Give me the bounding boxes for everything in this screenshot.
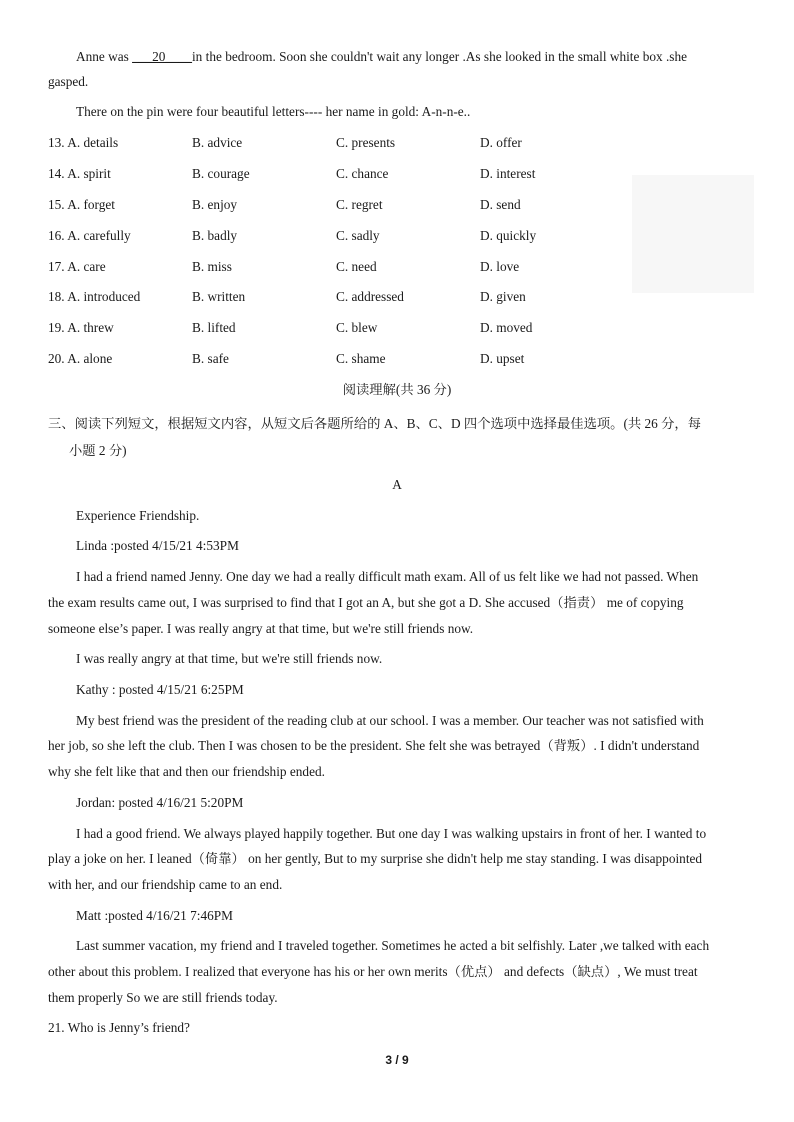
option-c: C. addressed — [336, 289, 404, 304]
post-text: the exam results came out, I was surprised to find that I got an A, but she got a D. She accused（指责） me of copying — [48, 595, 684, 610]
option-a: 17. A. care — [48, 259, 106, 274]
option-c: C. regret — [336, 197, 383, 212]
option-c: C. need — [336, 259, 377, 274]
option-a: 20. A. alone — [48, 351, 113, 366]
passage-line: There on the pin were four beautiful letters---- her name in gold: A-n-n-e.. — [76, 104, 471, 119]
post-text: why she felt like that and then our friendship ended. — [48, 764, 325, 779]
option-b: B. written — [192, 289, 246, 304]
option-d: D. given — [480, 289, 526, 304]
option-b: B. badly — [192, 228, 238, 243]
option-b: B. lifted — [192, 320, 236, 335]
option-d: D. interest — [480, 166, 536, 181]
passage-label: A — [392, 477, 402, 492]
post-text: someone else’s paper. I was really angry at that time, but we're still friends now. — [48, 621, 474, 636]
option-b: B. safe — [192, 351, 229, 366]
option-row-13 — [48, 135, 748, 151]
option-a: 16. A. carefully — [48, 228, 131, 243]
option-d: D. quickly — [480, 228, 537, 243]
question-21: 21. Who is Jenny’s friend? — [48, 1020, 190, 1035]
post-header-linda: Linda :posted 4/15/21 4:53PM — [76, 538, 239, 553]
post-text: with her, and our friendship came to an end. — [48, 877, 283, 892]
option-row-16 — [48, 228, 748, 244]
post-text: her job, so she left the club. Then I was chosen to be the president. She felt she was betrayed（背叛）. I didn't understand — [48, 738, 700, 753]
post-text: I was really angry at that time, but we're still friends now. — [76, 651, 383, 666]
option-row-15 — [48, 197, 748, 213]
post-text: play a joke on her. I leaned（倚靠） on her gently, But to my surprise she didn't help me stay standing. I was disappointed — [48, 851, 703, 866]
post-text: My best friend was the president of the reading club at our school. I was a member. Our teacher was not satisfied with — [76, 713, 704, 728]
option-a: 13. A. details — [48, 135, 119, 150]
post-header-kathy: Kathy : posted 4/15/21 6:25PM — [76, 682, 244, 697]
passage-text: Anne was — [76, 49, 133, 64]
instruction-line: 三、阅读下列短文，根据短文内容，从短文后各题所给的 A、B、C、D 四个选项中选择最佳选项。(共 26 分，每 — [48, 416, 702, 431]
post-text: other about this problem. I realized that everyone has his or her own merits（优点） and defects（缺点）, We must treat — [48, 964, 698, 979]
instruction-line: 小题 2 分) — [69, 443, 127, 458]
passage-text: in the bedroom. Soon she couldn't wait any longer .As she looked in the small white box .she — [191, 49, 688, 64]
option-row-19 — [48, 320, 748, 336]
passage-title: Experience Friendship. — [76, 508, 200, 523]
option-b: B. courage — [192, 166, 250, 181]
option-d: D. offer — [480, 135, 522, 150]
option-c: C. shame — [336, 351, 386, 366]
option-b: B. advice — [192, 135, 243, 150]
option-d: D. moved — [480, 320, 533, 335]
post-header-matt: Matt :posted 4/16/21 7:46PM — [76, 908, 233, 923]
option-row-20 — [48, 351, 748, 367]
option-d: D. send — [480, 197, 521, 212]
option-a: 14. A. spirit — [48, 166, 111, 181]
option-d: D. love — [480, 259, 520, 274]
option-c: C. presents — [336, 135, 396, 150]
blank-20: ___20____ — [132, 49, 192, 64]
post-header-jordan: Jordan: posted 4/16/21 5:20PM — [76, 795, 244, 810]
passage-line: gasped. — [48, 74, 89, 89]
option-row-18 — [48, 289, 748, 305]
option-a: 18. A. introduced — [48, 289, 141, 304]
post-text: them properly So we are still friends today. — [48, 990, 278, 1005]
option-c: C. blew — [336, 320, 378, 335]
option-d: D. upset — [480, 351, 525, 366]
option-a: 19. A. threw — [48, 320, 114, 335]
page-number: 3 / 9 — [385, 1053, 409, 1067]
post-text: I had a friend named Jenny. One day we had a really difficult math exam. All of us felt like we had not passed. When — [76, 569, 699, 584]
option-a: 15. A. forget — [48, 197, 115, 212]
option-b: B. enjoy — [192, 197, 238, 212]
option-c: C. chance — [336, 166, 389, 181]
option-b: B. miss — [192, 259, 232, 274]
section-title: 阅读理解(共 36 分) — [342, 382, 452, 397]
post-text: Last summer vacation, my friend and I traveled together. Sometimes he acted a bit selfishly. Later ,we talked with each — [76, 938, 710, 953]
passage-line — [76, 49, 776, 65]
option-c: C. sadly — [336, 228, 380, 243]
option-row-17 — [48, 259, 748, 275]
post-text: I had a good friend. We always played happily together. But one day I was walking upstairs in front of her. I wanted to — [76, 826, 707, 841]
option-row-14 — [48, 166, 748, 182]
